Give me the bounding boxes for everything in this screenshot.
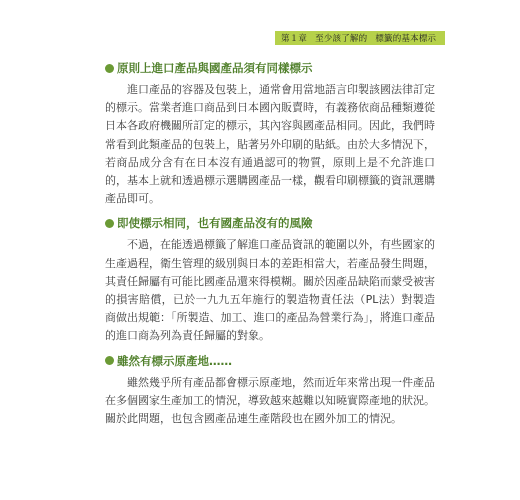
section-title: 標籤的基本標示 <box>375 34 437 44</box>
section-1 <box>105 58 435 208</box>
section-paragraph: 不過，在能透過標籤了解進口產品資訊的範圍以外，有些國家的生產過程，衛生管理的級別與日本的差距相當大，若產品發生問題，其責任歸屬有可能比國產品還來得模糊。關於因產品缺陷而蒙受被害的損害賠償，已於一九九五年施行的製造物責任法（PL法）對製造商做出規範：「所製造、加工、進口的產品為營業行為」，將進口產品的進口商為列為責任歸屬的對象。 <box>105 238 435 343</box>
section-paragraph: 進口產品的容器及包裝上，通常會用當地語言印製該國法律訂定的標示。當業者進口商品到日本國內販賣時，有義務依商品種類遵從日本各政府機關所訂定的標示，其內容與國產品相同。因此，我們時常看到此類產品的包裝上，貼著另外印刷的貼紙。由於大多情況下，若商品成分含有在日本沒有通過認可的物質，原則上是不允許進口的，基本上就和透過標示選購國產品一樣，觀看印刷標籤的資訊選購產品即可。 <box>105 83 435 206</box>
section-heading-text: 原則上進口產品與國產品須有同樣標示 <box>117 61 313 75</box>
section-heading <box>105 213 435 233</box>
chapter-header-bar <box>275 31 445 45</box>
bullet-icon <box>105 219 114 228</box>
bullet-icon <box>105 64 114 73</box>
page-content <box>105 58 435 436</box>
section-heading <box>105 351 435 371</box>
section-heading <box>105 58 435 78</box>
section-3 <box>105 351 435 429</box>
bullet-icon <box>105 356 114 365</box>
section-heading-text: 雖然有標示原產地…… <box>117 353 232 368</box>
section-2 <box>105 213 435 345</box>
chapter-title: 至少該了解的 <box>315 34 368 44</box>
section-heading-text: 即使標示相同，也有國產品沒有的風險 <box>117 216 313 231</box>
chapter-number: 第１章 <box>281 34 308 44</box>
section-paragraph: 雖然幾乎所有產品都會標示原產地，然而近年來常出現一件產品在多個國家生產加工的情況，導致越來越難以知曉實際產地的狀況。關於此問題，也包含國產品連生產階段也在國外加工的情況。 <box>105 375 435 426</box>
